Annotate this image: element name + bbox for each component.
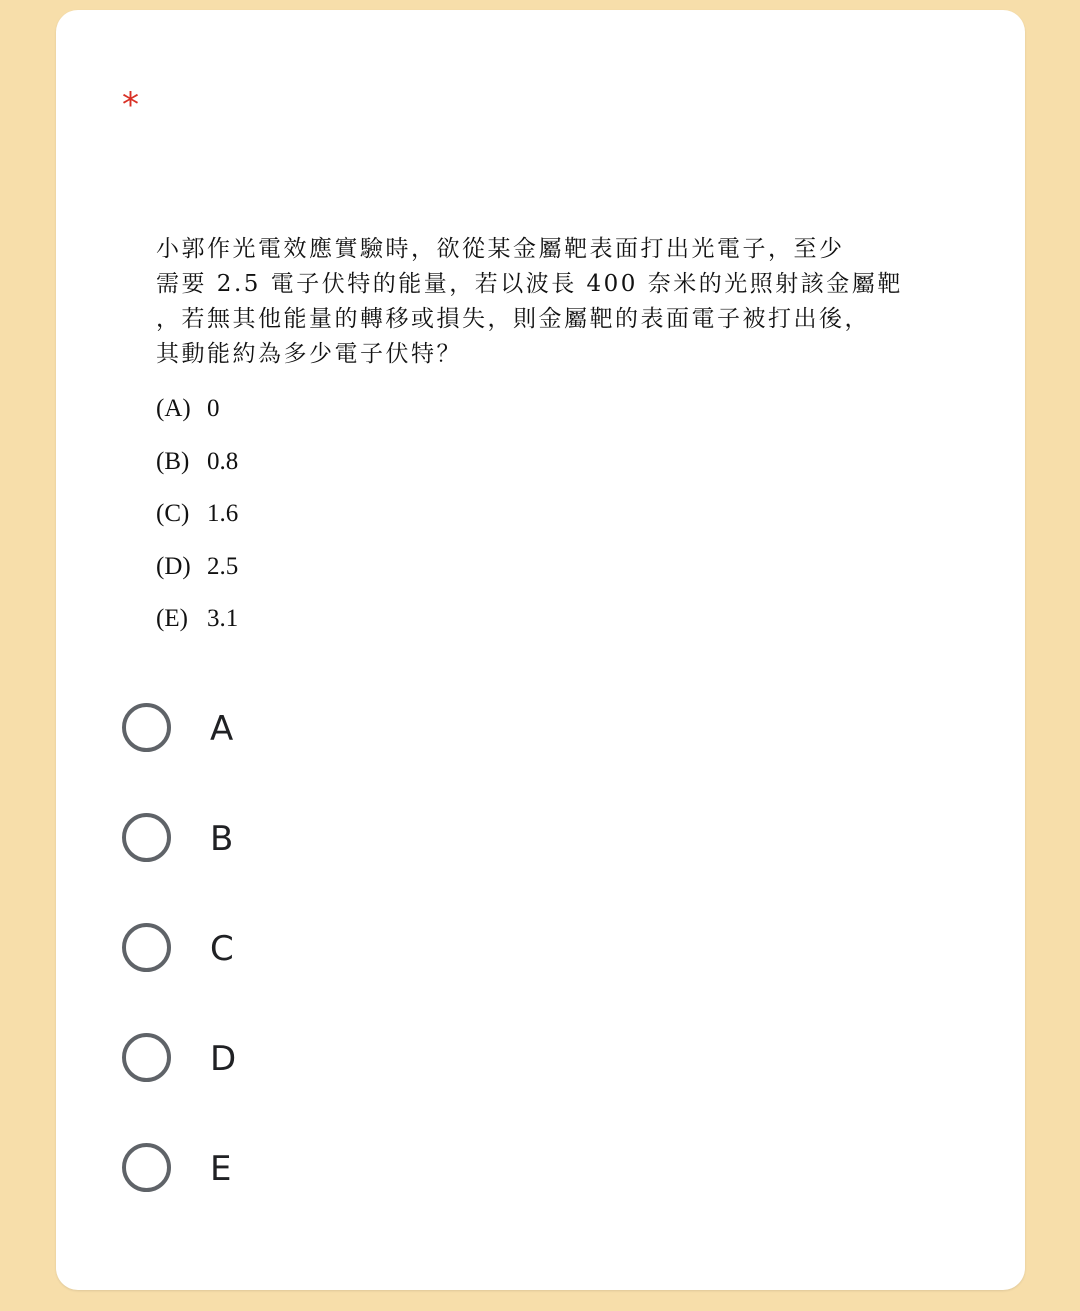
question-option-b <box>156 447 916 500</box>
radio-label[interactable]: E <box>210 1149 232 1189</box>
radio-label[interactable]: A <box>210 709 234 749</box>
option-value: 0.8 <box>207 447 239 475</box>
required-asterisk: * <box>122 85 139 125</box>
option-label: (B) <box>156 447 190 475</box>
radio-button[interactable] <box>122 813 171 862</box>
option-label: (A) <box>156 395 191 422</box>
radio-label[interactable]: B <box>210 819 234 859</box>
radio-label[interactable]: C <box>210 929 234 969</box>
option-value: 2.5 <box>207 552 239 580</box>
radio-option-d[interactable] <box>122 1013 522 1123</box>
question-option-d <box>156 552 916 605</box>
option-value: 1.6 <box>207 500 239 527</box>
question-text-line-1: 小郭作光電效應實驗時，欲從某金屬靶表面打出光電子，至少 <box>156 236 845 262</box>
question-card <box>56 10 1025 1290</box>
option-label: (C) <box>156 500 190 527</box>
question-text-line-4: 其動能約為多少電子伏特？ <box>156 341 462 367</box>
question-option-c <box>156 499 916 552</box>
question-text-line-3: ，若無其他能量的轉移或損失，則金屬靶的表面電子被打出後， <box>156 306 870 332</box>
radio-label[interactable]: D <box>210 1039 237 1079</box>
answer-choices <box>122 683 522 1233</box>
radio-button[interactable] <box>122 1143 171 1192</box>
option-label: (E) <box>156 605 188 632</box>
radio-button[interactable] <box>122 703 171 752</box>
radio-option-e[interactable] <box>122 1123 522 1233</box>
question-option-e <box>156 604 916 657</box>
question-text-line-2: 需要 2.5 電子伏特的能量，若以波長 400 奈米的光照射該金屬靶 <box>156 271 903 297</box>
question-image <box>156 232 916 657</box>
option-label: (D) <box>156 552 191 580</box>
question-option-a <box>156 394 916 447</box>
radio-option-b[interactable] <box>122 793 522 903</box>
radio-option-c[interactable] <box>122 903 522 1013</box>
option-value: 0 <box>207 395 220 422</box>
radio-button[interactable] <box>122 923 171 972</box>
radio-button[interactable] <box>122 1033 171 1082</box>
option-value: 3.1 <box>207 605 239 632</box>
radio-option-a[interactable] <box>122 683 522 793</box>
